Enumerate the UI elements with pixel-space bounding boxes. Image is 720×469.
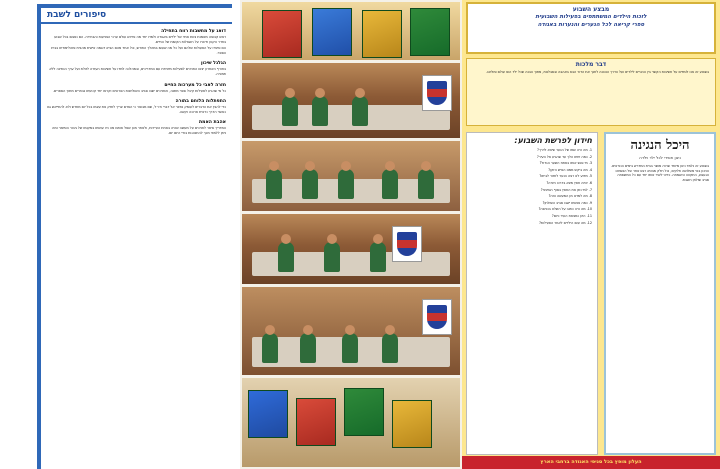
melody-text: בשבוע זה נלמד ניגון מיוחד שהיה מושר בבית המדרש בימים הנוראים. הניגון בנוי משלושה חלקים, וכל חלק מבטא רגש אחר של הנשמה: הגעגוע, התקווה והשמחה. כדאי לשיר אותו יחד עם כל המשפחה סביב שולחן השבת. <box>611 164 709 182</box>
rabbi-words-title: דבר מלכות <box>575 61 607 68</box>
section-title: דואג על מחשבות רווח בתחילה <box>161 29 226 34</box>
photo-classroom-2 <box>242 141 460 211</box>
quiz-question: 11. היכן נמצאת העיר כיום? <box>551 213 592 218</box>
quiz-question: 5. מדוע לא רצה הנער לחזור לביתו? <box>539 174 592 179</box>
left-section <box>41 120 232 136</box>
section-paragraph: כדי להבין את הדברים לעומק נחזור אל דברי חז״ל, שם מבואר כי האדם צריך לחזק את עצמו בכל יום מחדש ולא להתייאש גם כאשר הדרך נראית ארוכה וקשה. <box>47 105 226 114</box>
announcement-banner <box>466 2 716 54</box>
photo-classroom-3 <box>242 214 460 284</box>
section-paragraph: בחורף האחרון יצאו החניכים לפעילות מיוחדת עם המדריכים, ובמהלכה למדו על חשיבות העזרה לזולת ועל ערך הנתינה ללא תמורה. <box>49 67 226 76</box>
melody-subtitle: ניגון חסידי לכל ילד וילדה <box>639 155 681 160</box>
quiz-question: 12. מה עשו הילדים לאחר הפעילות? <box>539 220 592 225</box>
quiz-title: חידון לפרשת השבוע: <box>514 136 592 145</box>
section-title: התפתלות הלוחם בתורה <box>175 99 226 105</box>
section-paragraph: הם סיפרו על הפעולות שלהם ועל כל מה שעשו במהלך החודש, וכל אחד מהם הביא דוגמה אישית מהבית ומהלימודים בבית הספר. <box>51 46 226 55</box>
photo-books-pile <box>242 378 460 467</box>
footer-bar: העלון מופץ בכל סניפי האגודה ברחבי הארץ <box>462 456 720 469</box>
left-column <box>37 4 232 469</box>
quiz-question: 10. מה היה כתוב על השלט בכניסה? <box>538 207 592 212</box>
quiz-question: 1. מה היה שמו של הנער שיצא לדרך? <box>537 148 592 152</box>
section-paragraph: המדריך סיפר לחניכים על מעשה שהיה באחת העיירות, ולאחר מכן שאל אותם מה היו עושים במקומו של גיבור הסיפור ומה ניתן ללמוד מכך להתנהגות בחיי היום יום. <box>52 126 226 135</box>
left-section <box>41 61 232 77</box>
photo-classroom-1 <box>242 63 460 138</box>
quiz-question: 2. כמה ימים הלך עד שהגיע אל העיר? <box>536 154 592 159</box>
quiz-box <box>466 132 598 455</box>
quiz-question: 9. כמה אנשים ישבו סביב השולחן? <box>542 200 592 205</box>
melody-title: היכל הנגינה <box>630 138 690 153</box>
left-column-header: סיפורים לשבת <box>41 8 232 24</box>
left-section <box>41 83 232 95</box>
section-paragraph: ראש קבוצה מאמנת צוות אחד של ילדים באגודה ולמדו יחד מה פירוש עולם ערכי הצניעות והבחירה. הם נפגשו בכל שבוע בחדר הקטן ודיברו על השאלות הקשות של החיים. <box>54 35 226 44</box>
quiz-question: 4. מה ביקש ממנו האיש הזקן? <box>548 167 592 172</box>
left-section <box>41 29 232 56</box>
photo-column <box>240 0 462 469</box>
melody-box <box>604 132 716 455</box>
banner-line-3: ספרי קריאה לכל הנערים והנערות באגודה <box>537 22 645 28</box>
section-title: חזרה לאבי כל מערכות החיים <box>164 82 226 88</box>
banner-line-1: מבצע השבוע <box>572 6 610 13</box>
quiz-question: 7. למי נתן את החפץ בסוף הסיפור? <box>540 187 592 192</box>
left-section <box>41 99 232 115</box>
banner-line-2: לזכות הילדים המשתתפים בפעילות השבועית <box>535 14 647 20</box>
right-column <box>462 0 720 469</box>
emblem-icon <box>392 226 422 262</box>
photo-books-display <box>242 2 460 60</box>
section-title: הגלגל שיכון <box>200 61 226 67</box>
emblem-icon <box>422 75 452 111</box>
section-title: אהבת האמת <box>198 120 226 126</box>
rabbi-words-text: בשבוע זה אנו לומדים על חשיבות הקשר בין ההורים לילדים ועל הדרך הנכונה לחנך את הדור הבא באהבה ובסבלנות, מתוך הבנה שכל ילד הוא עולם ומלואו. <box>486 70 709 74</box>
quiz-question: 6. איזה חפץ מצא בדרכו חזרה? <box>546 180 592 185</box>
rabbi-words-box <box>466 58 716 126</box>
section-paragraph: כל מי שהגיע לפעילות קיבל ספר מתנה, והחניכים ישבו סביב השולחנות הארוכים וקראו יחד קטעים נבחרים מתוך הספרים. <box>52 88 226 93</box>
quiz-question: 3. מי פגש אותו בפתח השער הגדול? <box>539 161 592 166</box>
quiz-question: 8. מה למדנו מן המעשה הזה? <box>548 194 592 199</box>
photo-classroom-4 <box>242 287 460 375</box>
emblem-icon <box>422 299 452 335</box>
